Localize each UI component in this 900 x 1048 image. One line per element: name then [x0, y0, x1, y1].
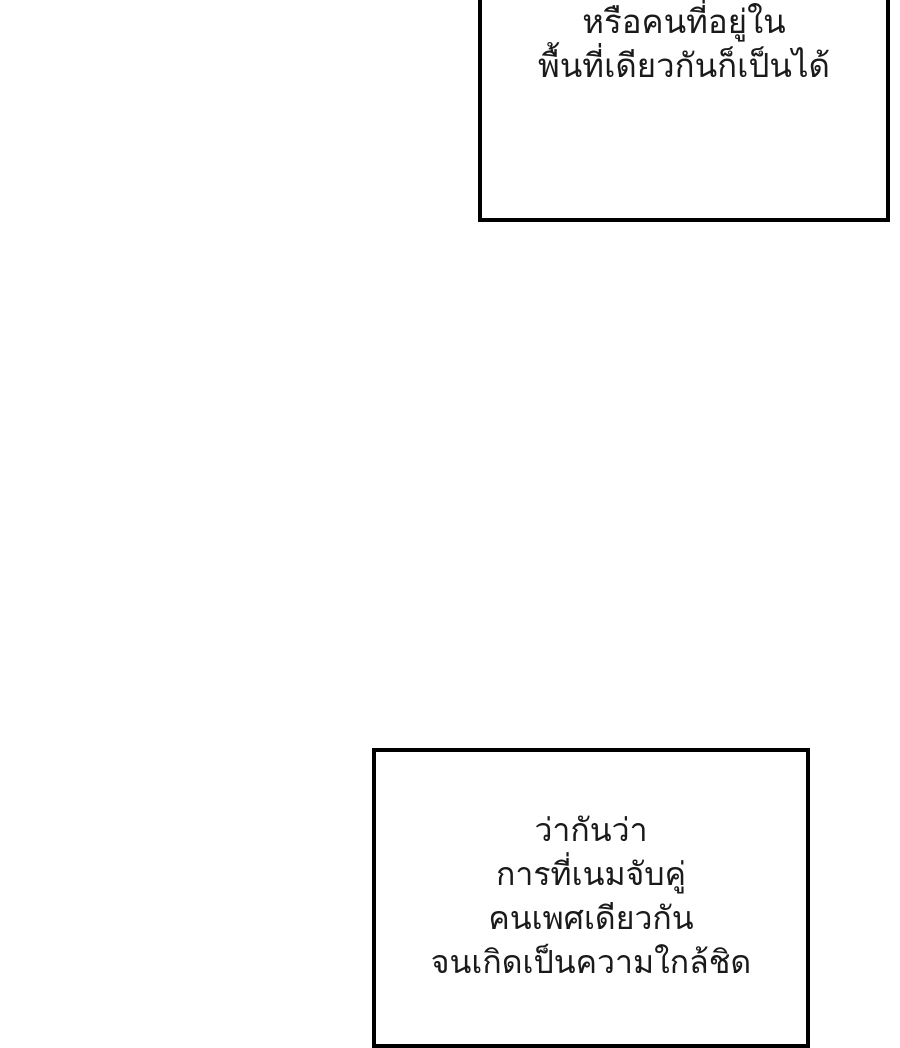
bottom-speech-line-3: คนเพศเดียวกัน	[488, 899, 694, 938]
top-speech-box	[478, 0, 890, 222]
bottom-speech-line-1: ว่ากันว่า	[534, 811, 648, 849]
bottom-speech-box	[372, 748, 810, 1048]
top-speech-line-2: พื้นที่เดียวกันก็เป็นได้	[538, 45, 830, 85]
bottom-speech-line-2: การที่เนมจับคู่	[496, 855, 686, 894]
top-speech-line-1: หรือคนที่อยู่ใน	[582, 2, 786, 41]
bottom-speech-line-4: จนเกิดเป็นความใกล้ชิด	[430, 943, 752, 982]
